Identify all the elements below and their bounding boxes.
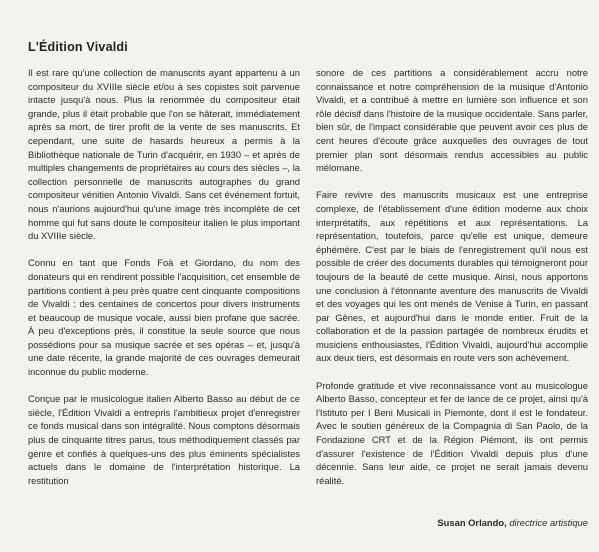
signature-role: directrice artistique — [509, 517, 588, 528]
signature-name: Susan Orlando, — [437, 517, 507, 528]
page-title: L'Édition Vivaldi — [28, 40, 128, 54]
paragraph: Connu en tant que Fonds Foà et Giordano, du nom des donateurs qui en rendirent possible l'acquisition, cet ensemble de partitions contient à peu près quatre cent cinquante compositions de Vivaldi : des centaines de concertos pour divers instruments et beaucoup de musique vocale, aussi bien profane que sacrée. À peu d'exceptions près, il constitue la seule source que nous possédions pour sa musique sacrée et ses opéras – et, jusqu'à une date récente, la grande majorité de ces ouvrages demeurait inconnue du public moderne. — [28, 257, 300, 378]
paragraph: Profonde gratitude et vive reconnaissance vont au musicologue Alberto Basso, concepteur et fer de lance de ce projet, ainsi qu'à l'Istituto per I Beni Musicali in Piemonte, dont il est le fondateur. Avec le soutien généreux de la Compagnia di San Paolo, de la Fondazione CRT et de la Région Piémont, ils ont permis d'assurer l'existence de l'Édition Vivaldi depuis plus d'une décennie. Sans leur aide, ce projet ne serait jamais devenu réalité. — [316, 379, 588, 486]
signature — [316, 517, 588, 528]
paragraph: Il est rare qu'une collection de manuscrits ayant appartenu à un compositeur du XVIIIe siècle et/ou à ses copistes soit parvenue intacte jusqu'à nous. Plus la renommée du compositeur était grande, plus il était probable que l'on se hâterait, immédiatement après sa mort, de tirer profit de la vente de ses manuscrits. Et cependant, une suite de hasards heureux a permis à la Bibliothèque nationale de Turin d'acquérir, en 1930 – et après de multiples changements de propriétaires au cours des siècles –, la collection personnelle de manuscrits autographes du grand compositeur vénitien Antonio Vivaldi. Sans cet événement fortuit, nous n'aurions aujourd'hui qu'une image très incomplète de cet homme qui fut sans doute le compositeur italien le plus important du XVIIIe siècle. — [28, 67, 300, 242]
right-column — [316, 66, 588, 501]
left-column — [28, 66, 300, 501]
paragraph: sonore de ces partitions a considérablement accru notre connaissance et notre compréhension de la musique d'Antonio Vivaldi, et a contribué à mettre en lumière son influence et son rôle décisif dans l'histoire de la musique occidentale. Sans parler, bien sûr, de l'impact considérable que peuvent avoir ces plus de cent heures d'écoute grâce auxquelles des ouvrages de tout premier plan sont désormais rendus accessibles au public mélomane. — [316, 67, 588, 174]
paragraph: Faire revivre des manuscrits musicaux est une entreprise complexe, de l'établissement d'une édition moderne aux choix interprétatifs, aux répétitions et aux représentations. La représentation, toutefois, parce qu'elle est unique, demeure éphémère. C'est par le biais de l'enregistrement qu'il nous est possible de créer des documents durables qui témoigneront pour toujours de la beauté de cette musique. Ainsi, nous apportons une conclusion à l'étonnante aventure des manuscrits de Vivaldi et des voyages qui les ont menés de Venise à Turin, en passant par Gênes, et aujourd'hui dans le monde entier. Fruit de la collaboration et de la passion partagée de nombreux érudits et musiciens enthousiastes, l'Édition Vivaldi, aujourd'hui accomplie aux deux tiers, est désormais en route vers son achèvement. — [316, 189, 588, 364]
paragraph: Conçue par le musicologue italien Alberto Basso au début de ce siècle, l'Édition Vivaldi a entrepris l'ambitieux projet d'enregistrer ce fonds musical dans son intégralité. Nous comptons désormais plus de cinquante titres parus, tous méthodiquement classés par genre et confiés à quelques-uns des plus éminents spécialistes actuels dans le domaine de l'interprétation historique. La restitution — [28, 393, 300, 486]
